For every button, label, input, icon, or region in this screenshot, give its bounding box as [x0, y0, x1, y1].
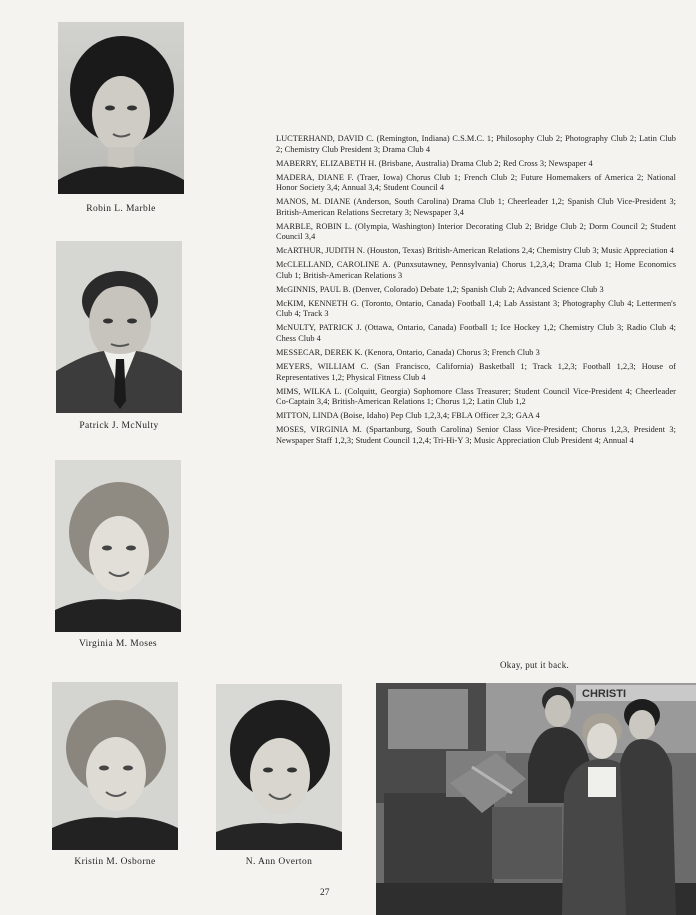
- portrait-caption: Patrick J. McNulty: [79, 421, 159, 431]
- student-entry: MANOS, M. DIANE (Anderson, South Carolina) Drama Club 1; Cheerleader 1,2; Spanish Club Vice-President 3; British-American Relations Secretary 3; Newspaper 3,4: [276, 197, 676, 217]
- student-entries: [276, 134, 676, 450]
- student-entry: McGINNIS, PAUL B. (Denver, Colorado) Debate 1,2; Spanish Club 2; Advanced Science Club 3: [276, 284, 604, 294]
- portrait-ann-overton: [216, 684, 342, 850]
- student-entry: MABERRY, ELIZABETH H. (Brisbane, Australia) Drama Club 2; Red Cross 3; Newspaper 4: [276, 158, 593, 168]
- student-entry: McARTHUR, JUDITH N. (Houston, Texas) British-American Relations 2,4; Chemistry Club 3; Music Appreciation 4: [276, 246, 674, 256]
- page-number: 27: [320, 888, 330, 898]
- portrait-virginia-moses: [55, 460, 181, 632]
- candid-photo: [376, 683, 696, 915]
- student-entry: MOSES, VIRGINIA M. (Spartanburg, South Carolina) Senior Class Vice-President; Chorus 1,2,3, President 3; Newspaper Staff 1,2,3; Student Council 1,2,4; Tri-Hi-Y 3; Music Appreciation Club President 4; Annual 4: [276, 425, 676, 445]
- candid-sign-text: CHRISTI: [582, 688, 626, 700]
- student-entry: MADERA, DIANE F. (Traer, Iowa) Chorus Club 1; French Club 2; Future Homemakers of America 2; National Honor Society 3,4; Annual 3,4; Student Council 4: [276, 172, 676, 193]
- portrait-caption: Kristin M. Osborne: [74, 857, 156, 867]
- portrait-caption: Virginia M. Moses: [78, 639, 158, 649]
- portrait-robin-marble: [58, 22, 184, 194]
- student-entry: MITTON, LINDA (Boise, Idaho) Pep Club 1,2,3,4; FBLA Officer 2,3; GAA 4: [276, 411, 540, 421]
- student-entry: MIMS, WILKA L. (Colquitt, Georgia) Sophomore Class Treasurer; Student Council Vice-President 4; Cheerleader Co-Captain 3,4; British-American Relations 1; Chorus 1,2; Latin Club 1,2: [276, 386, 676, 407]
- student-entry: McCLELLAND, CAROLINE A. (Punxsutawney, Pennsylvania) Chorus 1,2,3,4; Drama Club 1; Home Economics Club 1; British-American Relations 3: [276, 260, 676, 280]
- portrait-kristin-osborne: [52, 682, 178, 850]
- student-entry: LUCTERHAND, DAVID C. (Remington, Indiana) C.S.M.C. 1; Philosophy Club 2; Photography Club 2; Latin Club 2; Chemistry Club President 3; Drama Club 4: [276, 134, 676, 154]
- student-entry: MESSECAR, DEREK K. (Kenora, Ontario, Canada) Chorus 3; French Club 3: [276, 348, 540, 357]
- student-entry: McKIM, KENNETH G. (Toronto, Ontario, Canada) Football 1,4; Lab Assistant 3; Photography Club 4; Lettermen's Club 4; Track 3: [276, 298, 676, 319]
- candid-caption: Okay, put it back.: [500, 660, 570, 670]
- portrait-caption: N. Ann Overton: [245, 857, 313, 867]
- student-entry: MEYERS, WILLIAM C. (San Francisco, California) Basketball 1; Track 1,2,3; Football 1,2,3; House of Representatives 1,2; Physical Fitness Club 4: [276, 361, 676, 382]
- portrait-patrick-mcnulty: [56, 241, 182, 413]
- student-entry: McNULTY, PATRICK J. (Ottawa, Ontario, Canada) Football 1; Ice Hockey 1,2; Chemistry Club 3; Radio Club 4; Chess Club 4: [276, 323, 676, 344]
- portrait-caption: Robin L. Marble: [86, 204, 156, 214]
- student-entry: MARBLE, ROBIN L. (Olympia, Washington) Interior Decorating Club 2; Bridge Club 2; Dorm Council 2; Student Council 3,4: [276, 221, 676, 242]
